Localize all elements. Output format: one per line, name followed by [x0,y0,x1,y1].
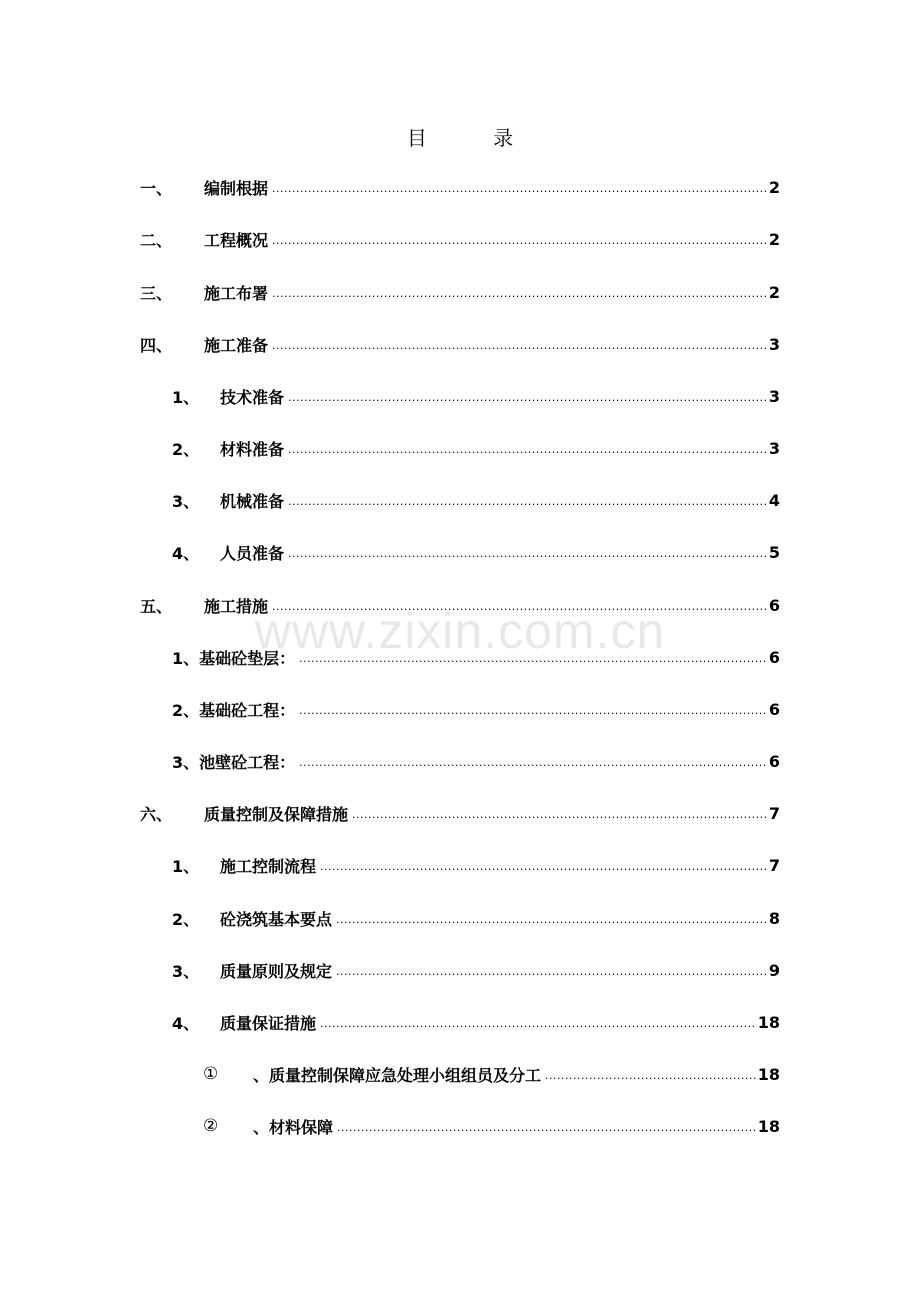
toc-leader-dots [336,908,767,928]
toc-leader-dots [272,229,767,249]
toc-leader-dots [320,1012,756,1032]
toc-entry-number: ① [203,1064,219,1084]
toc-entry-text: 施工措施 [204,596,269,616]
toc-entry-page: 2 [768,177,780,197]
toc-leader-dots [288,490,767,510]
toc-entry-text: 、材料保障 [253,1117,334,1137]
toc-entry-text: 基础砼垫层： [199,648,296,668]
toc-entry-number: 3、 [172,491,200,511]
toc-entry-page: 2 [768,229,780,249]
toc-entry[interactable] [172,955,780,985]
toc-entry-number: 2、 [172,909,200,929]
toc-entry[interactable] [203,1111,780,1141]
toc-entry-number: 六、 [140,804,173,824]
watermark: www.zixin.com.cn [254,603,666,659]
toc-entry-page: 9 [768,960,780,980]
toc-entry-page: 4 [768,490,780,510]
toc-leader-dots [288,438,767,458]
toc-entry-page: 6 [768,595,780,615]
toc-entry-number: ② [203,1116,219,1136]
toc-entry[interactable] [172,746,780,776]
toc-entry[interactable] [140,798,780,828]
toc-entry-text: 编制根据 [204,178,269,198]
toc-leader-dots [337,1116,756,1136]
toc-title: 目 录 [406,126,544,150]
toc-entry-text: 质量原则及规定 [220,961,333,981]
toc-entry-number: 1、 [172,648,200,668]
toc-leader-dots [272,177,767,197]
toc-leader-dots [288,386,767,406]
toc-entry-number: 4、 [172,1013,200,1033]
toc-entry[interactable] [172,1007,780,1037]
toc-entry-text: 砼浇筑基本要点 [220,909,333,929]
toc-entry[interactable] [172,537,780,567]
toc-entry-page: 18 [757,1064,780,1084]
toc-entry[interactable] [203,1059,780,1089]
toc-leader-dots [352,803,767,823]
toc-entry[interactable] [140,277,780,307]
toc-entry-number: 2、 [172,439,200,459]
toc-entry[interactable] [172,850,780,880]
toc-entry-page: 3 [768,438,780,458]
toc-entry-text: 人员准备 [220,543,285,563]
toc-entry-number: 1、 [172,856,200,876]
toc-entry-text: 材料准备 [220,439,285,459]
toc-entry-page: 6 [768,699,780,719]
toc-entry[interactable] [172,485,780,515]
toc-entry-number: 2、 [172,700,200,720]
toc-leader-dots [545,1064,756,1084]
toc-entry-text: 施工控制流程 [220,856,317,876]
toc-entry-number: 3、 [172,752,200,772]
toc-entry-text: 施工准备 [204,335,269,355]
toc-entry-page: 2 [768,282,780,302]
toc-entry-text: 质量控制及保障措施 [204,804,349,824]
toc-entry-text: 机械准备 [220,491,285,511]
toc-entry-text: 池壁砼工程： [199,752,296,772]
toc-leader-dots [288,542,767,562]
toc-entry-page: 6 [768,647,780,667]
toc-entry[interactable] [172,433,780,463]
toc-entry[interactable] [140,329,780,359]
toc-entry[interactable] [140,590,780,620]
toc-entry[interactable] [172,642,780,672]
toc-entry-number: 3、 [172,961,200,981]
toc-entry-page: 8 [768,908,780,928]
toc-entry-page: 3 [768,334,780,354]
toc-entry-page: 18 [757,1116,780,1136]
toc-leader-dots [272,595,767,615]
toc-entry-page: 7 [768,803,780,823]
toc-entry-page: 5 [768,542,780,562]
toc-entry-number: 五、 [140,596,173,616]
toc-entry-number: 三、 [140,283,173,303]
toc-entry[interactable] [140,172,780,202]
toc-entry-text: 、质量控制保障应急处理小组组员及分工 [253,1065,542,1085]
toc-entry-text: 质量保证措施 [220,1013,317,1033]
toc-leader-dots [272,334,767,354]
toc-entry-number: 四、 [140,335,173,355]
toc-entry-page: 6 [768,751,780,771]
toc-leader-dots [336,960,767,980]
toc-entry-number: 4、 [172,543,200,563]
toc-entry-number: 一、 [140,178,173,198]
toc-entry-page: 18 [757,1012,780,1032]
toc-leader-dots [320,855,767,875]
toc-entry-number: 1、 [172,387,200,407]
toc-entry[interactable] [172,694,780,724]
toc-entry[interactable] [140,224,780,254]
toc-entry-number: 二、 [140,230,173,250]
toc-entry-page: 7 [768,855,780,875]
toc-leader-dots [299,699,767,719]
toc-entry-text: 基础砼工程： [199,700,296,720]
toc-entry-text: 工程概况 [204,230,269,250]
toc-entry[interactable] [172,903,780,933]
toc-entry-text: 施工布署 [204,283,269,303]
toc-entry-page: 3 [768,386,780,406]
toc-entry[interactable] [172,381,780,411]
toc-leader-dots [272,282,767,302]
toc-entry-text: 技术准备 [220,387,285,407]
toc-leader-dots [299,647,767,667]
toc-leader-dots [299,751,767,771]
